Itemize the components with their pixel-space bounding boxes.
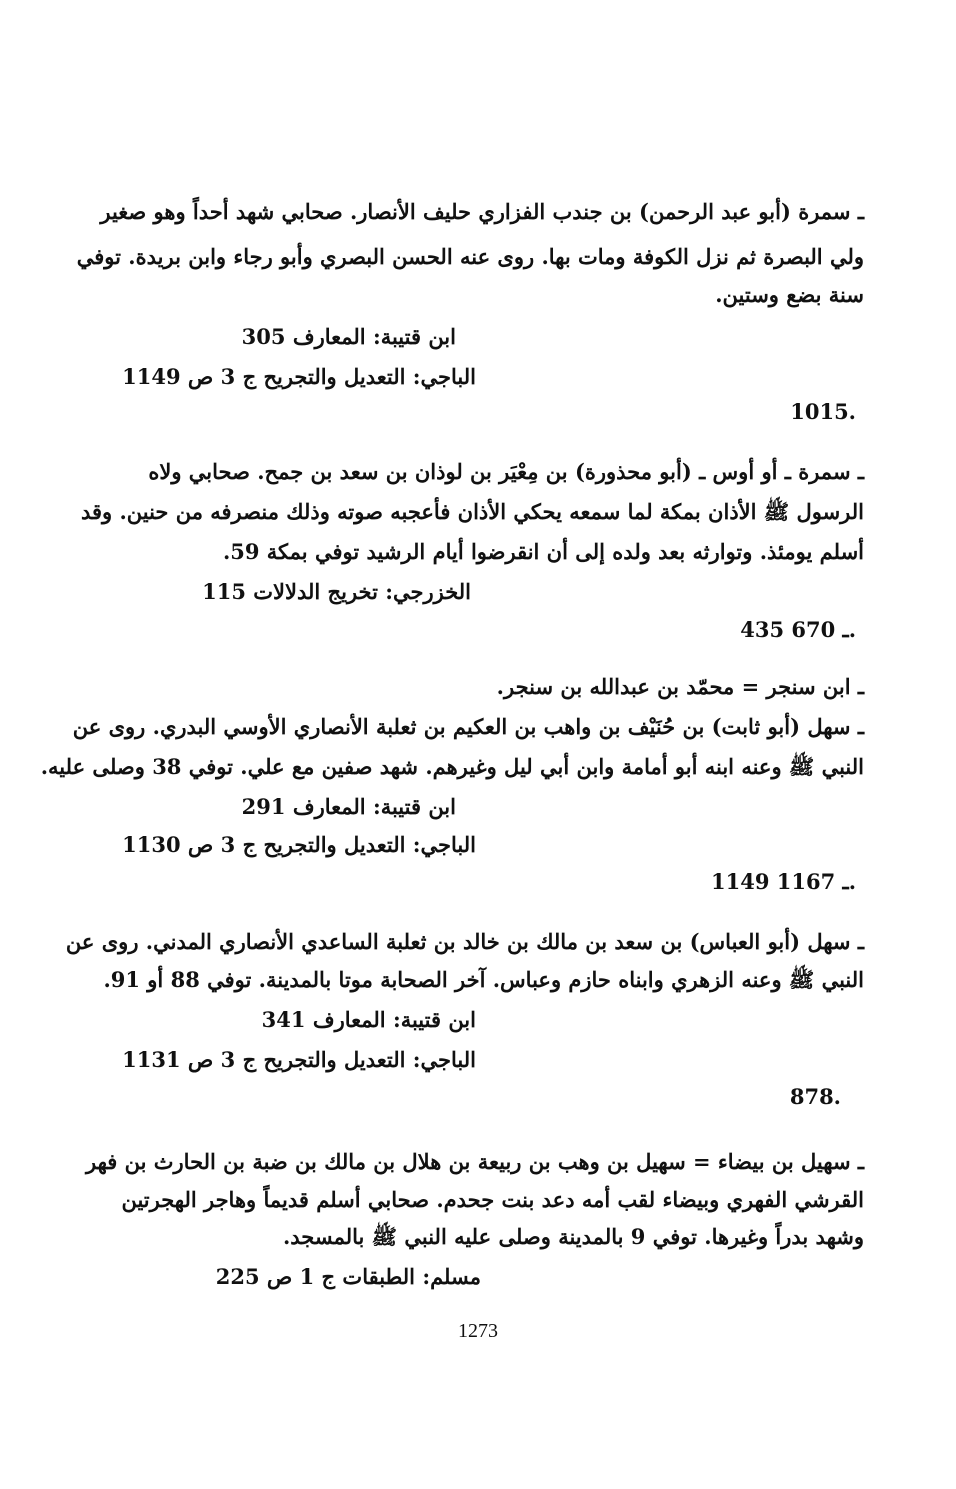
- entry-line: ـ سمرة ـ أو أوس ـ (أبو محذورة) بن مِعْيَر بن لوذان بن سعد بن جمح. صحابي ولاه: [148, 459, 864, 484]
- reference-line: الباجي: التعديل والتجريح ج 3 ص 1130: [122, 832, 476, 857]
- entry-line: ـ سهيل بن بيضاء = سهيل بن وهب بن ربيعة بن هلال بن مالك بن ضبة بن الحارث بن فهر: [86, 1149, 864, 1174]
- reference-line: الباجي: التعديل والتجريح ج 3 ص 1131: [122, 1047, 476, 1072]
- entry-number: 1149 ـ 1167.: [711, 869, 856, 894]
- entry-line: النبي ﷺ وعنه الزهري وابناه حازم وعباس. آخر الصحابة موتا بالمدينة. توفي 88 أو 91.: [103, 967, 864, 992]
- reference-line: ابن قتيبة: المعارف 341: [261, 1007, 476, 1032]
- entry-number: 878.: [789, 1084, 841, 1109]
- reference-line: ابن قتيبة: المعارف 291: [241, 794, 456, 819]
- reference-line: ابن قتيبة: المعارف 305: [241, 324, 456, 349]
- entry-line: ـ سهل (أبو العباس) بن سعد بن مالك بن خالد بن ثعلبة الساعدي الأنصاري المدني. روى عن: [65, 929, 864, 954]
- entry-line: ـ سهل (أبو ثابت) بن حُنَيْف بن واهب بن العكيم بن ثعلبة الأنصاري الأوسي البدري. روى عن: [72, 714, 864, 739]
- entry-line: سنة بضع وستين.: [715, 282, 864, 307]
- entry-line: ولي البصرة ثم نزل الكوفة ومات بها. روى عنه الحسن البصري وأبو رجاء وابن بريدة. توفي: [76, 244, 864, 269]
- entry-line: ـ ابن سنجر = محمّد بن عبدالله بن سنجر.: [496, 674, 864, 699]
- entry-number: 1015.: [790, 399, 856, 424]
- entry-number: 435 ـ 670.: [740, 617, 856, 642]
- entry-line: الرسول ﷺ الأذان بمكة لما سمعه يحكي الأذان فأعجبه صوته وذلك منصرفه من حنين. وقد: [80, 499, 864, 524]
- reference-line: مسلم: الطبقات ج 1 ص 225: [215, 1264, 481, 1289]
- entry-line: ـ سمرة (أبو عبد الرحمن) بن جندب الفزاري حليف الأنصار. صحابي شهد أحداً وهو صغير: [100, 199, 864, 224]
- entry-line: وشهد بدراً وغيرها. توفي 9 بالمدينة وصلى عليه النبي ﷺ بالمسجد.: [282, 1224, 864, 1249]
- reference-line: الخزرجي: تخريج الدلالات 115: [202, 579, 471, 604]
- page-number: 1273: [458, 1320, 498, 1342]
- entry-line: القرشي الفهري وبيضاء لقب أمه دعد بنت جحدم. صحابي أسلم قديماً وهاجر الهجرتين: [121, 1187, 864, 1212]
- entry-line: النبي ﷺ وعنه ابنه أبو أمامة وابن أبي ليل وغيرهم. شهد صفين مع علي. توفي 38 وصلى عليه.: [40, 754, 864, 779]
- reference-line: الباجي: التعديل والتجريح ج 3 ص 1149: [122, 364, 476, 389]
- entry-line: أسلم يومئذ. وتوارثه بعد ولده إلى أن انقرضوا أيام الرشيد توفي بمكة 59.: [222, 539, 864, 564]
